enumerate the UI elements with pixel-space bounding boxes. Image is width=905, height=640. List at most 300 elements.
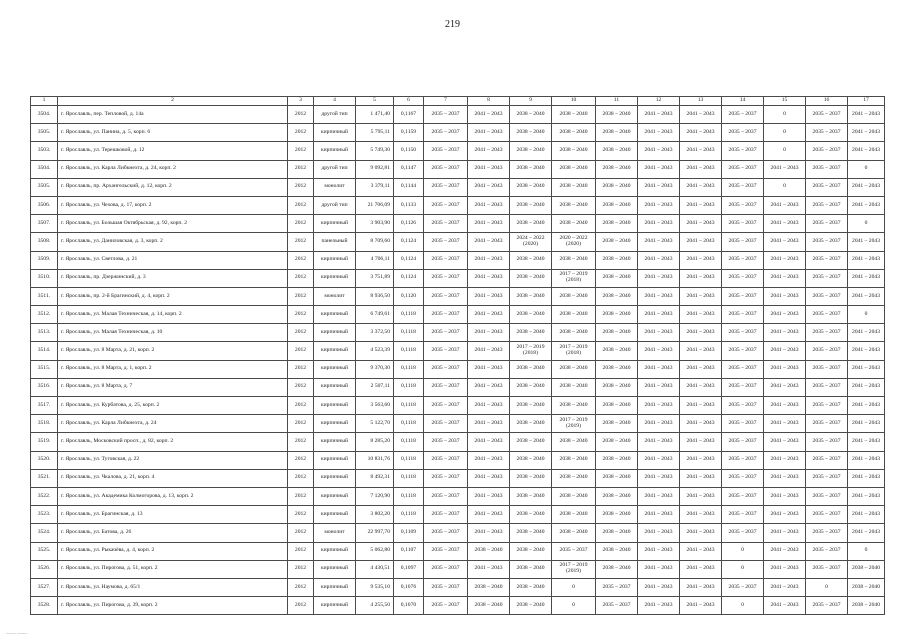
table-cell: 2038 – 2040 [552,251,596,269]
table-cell: 2012 [288,487,314,505]
table-cell: 2035 – 2037 [722,178,764,196]
table-cell: 2038 – 2040 [596,306,638,324]
table-cell: 2035 – 2037 [806,287,848,305]
table-cell: 2041 – 2043 [848,469,885,487]
table-cell: 2041 – 2043 [638,178,680,196]
column-header: 17 [848,97,885,106]
table-cell: 2035 – 2037 [806,415,848,433]
table-cell: 2038 – 2040 [510,451,552,469]
table-cell: 2038 – 2040 [510,124,552,142]
table-row [31,451,885,469]
column-header: 6 [394,97,424,106]
table-cell: 2038 – 2040 [596,324,638,342]
table-cell: 2012 [288,415,314,433]
table-cell: 2038 – 2040 [510,597,552,615]
table-cell: 2035 – 2037 [424,215,468,233]
table-cell: 2041 – 2043 [764,324,806,342]
table-cell: 0 [848,160,885,178]
table-cell: 2012 [288,360,314,378]
table-cell: 2041 – 2043 [468,160,510,178]
table-cell: 2041 – 2043 [680,160,722,178]
table-cell: 2035 – 2037 [424,360,468,378]
table-cell: 2035 – 2037 [424,433,468,451]
table-cell: 0 [552,597,596,615]
table-cell: 2041 – 2043 [764,469,806,487]
table-cell: 2038 – 2040 [510,324,552,342]
table-header-row [31,97,885,106]
table-cell: 2024 – 2022 (2020) [510,233,552,251]
address-cell: г. Ярославль, ул. Чкалова, д. 21, корп. 4 [58,469,288,487]
table-cell: 3 751,89 [356,269,394,287]
table-cell: кирпичный [314,324,356,342]
table-cell: 2041 – 2043 [680,487,722,505]
table-cell: 2038 – 2040 [510,578,552,596]
table-row [31,487,885,505]
table-cell: 2041 – 2043 [680,433,722,451]
table-cell: 2035 – 2037 [424,324,468,342]
table-cell: 2035 – 2037 [806,251,848,269]
table-cell: кирпичный [314,506,356,524]
table-cell: 6 749,61 [356,306,394,324]
table-cell: 2035 – 2037 [722,160,764,178]
table-cell: 0,1150 [394,142,424,160]
row-number-cell: 3527. [31,578,58,596]
table-cell: 2041 – 2043 [764,487,806,505]
row-number-cell: 3506. [31,196,58,214]
table-cell: 2035 – 2037 [722,196,764,214]
table-row [31,124,885,142]
table-cell: 2041 – 2043 [764,415,806,433]
table-cell: 2038 – 2040 [596,178,638,196]
column-header: 13 [680,97,722,106]
table-cell: 2038 – 2040 [552,378,596,396]
table-cell: 2041 – 2043 [680,542,722,560]
row-number-cell: 3519. [31,433,58,451]
table-cell: 0,1159 [394,124,424,142]
table-cell: 0 [848,542,885,560]
table-cell: 2041 – 2043 [638,560,680,578]
table-cell: 2041 – 2043 [638,506,680,524]
table-cell: 2012 [288,196,314,214]
table-cell: 2041 – 2043 [680,360,722,378]
table-cell: 2012 [288,215,314,233]
table-cell: 2038 – 2040 [596,524,638,542]
table-cell: 2038 – 2040 [848,578,885,596]
table-cell: 2041 – 2043 [848,178,885,196]
table-cell: 9 092,81 [356,160,394,178]
table-cell: 2038 – 2040 [510,269,552,287]
table-cell: 2041 – 2043 [680,560,722,578]
table-cell: 2038 – 2040 [596,469,638,487]
table-cell: 2041 – 2043 [468,233,510,251]
table-row [31,106,885,124]
address-cell: г. Ярославль, пр. Дзержинский, д. 3 [58,269,288,287]
table-cell: кирпичный [314,142,356,160]
address-cell: г. Ярославль, ул. Малая Техническая, д. 10 [58,324,288,342]
table-cell: 2041 – 2043 [848,342,885,360]
table-cell: другой тип [314,160,356,178]
table-cell: 2041 – 2043 [680,415,722,433]
table-cell: 2035 – 2037 [552,542,596,560]
address-cell: г. Ярославль, пр. 2-й Брагинский, д. 4, корп. 2 [58,287,288,305]
table-cell: 2038 – 2040 [552,306,596,324]
table-cell: 2017 – 2019 (2018) [552,342,596,360]
table-cell: 8 709,60 [356,233,394,251]
address-cell: г. Ярославль, ул. 8 Марта, д. 1, корп. 2 [58,360,288,378]
table-row [31,360,885,378]
table-cell: 0,1118 [394,324,424,342]
table-cell: 0 [764,178,806,196]
row-number-cell: 3523. [31,506,58,524]
table-cell: 2038 – 2040 [552,178,596,196]
table-cell: 2041 – 2043 [638,415,680,433]
table-cell: 2038 – 2040 [596,451,638,469]
table-cell: 2041 – 2043 [680,233,722,251]
table-cell: 2035 – 2037 [722,487,764,505]
table-cell: 2012 [288,306,314,324]
address-cell: г. Ярославль, ул. Брагинская, д. 13 [58,506,288,524]
table-cell: 0 [552,578,596,596]
table-cell: 2041 – 2043 [848,397,885,415]
table-cell: 0,1076 [394,578,424,596]
table-cell: 0,1109 [394,524,424,542]
table-cell: 2038 – 2040 [510,178,552,196]
table-cell: монолит [314,178,356,196]
table-cell: 2035 – 2037 [806,469,848,487]
table-cell: 2041 – 2043 [638,142,680,160]
table-cell: 2041 – 2043 [468,196,510,214]
table-cell: 2041 – 2043 [468,178,510,196]
table-cell: 2035 – 2037 [424,178,468,196]
table-row [31,469,885,487]
table-cell: 2041 – 2043 [848,142,885,160]
table-cell: 2041 – 2043 [638,269,680,287]
table-cell: 2041 – 2043 [848,269,885,287]
column-header: 11 [596,97,638,106]
table-cell: 2038 – 2040 [552,487,596,505]
table-cell: 0,1118 [394,451,424,469]
table-cell: 0,1167 [394,106,424,124]
table-cell: кирпичный [314,487,356,505]
table-cell: 3 379,11 [356,178,394,196]
table-cell: 2035 – 2037 [722,251,764,269]
table-cell: 2035 – 2037 [722,215,764,233]
table-cell: 2035 – 2037 [424,451,468,469]
table-cell: 2041 – 2043 [468,215,510,233]
data-table-wrapper [30,96,884,615]
table-cell: 2035 – 2037 [806,433,848,451]
table-cell: 2038 – 2040 [596,287,638,305]
table-cell: 2035 – 2037 [806,233,848,251]
table-cell: 2038 – 2040 [552,451,596,469]
table-cell: 2012 [288,469,314,487]
table-row [31,287,885,305]
table-cell: 2038 – 2040 [510,542,552,560]
table-cell: 2041 – 2043 [848,487,885,505]
table-cell: 2035 – 2037 [806,560,848,578]
table-cell: 1 471,40 [356,106,394,124]
table-row [31,306,885,324]
table-cell: 2038 – 2040 [510,378,552,396]
table-cell: 2041 – 2043 [848,433,885,451]
footer-mark: —— —— [6,632,28,637]
table-row [31,142,885,160]
table-cell: 0,1070 [394,597,424,615]
table-cell: 2041 – 2043 [468,142,510,160]
table-cell: 8 285,20 [356,433,394,451]
table-cell: 2041 – 2043 [638,487,680,505]
table-cell: 2035 – 2037 [722,415,764,433]
table-cell: 2035 – 2037 [424,196,468,214]
row-number-cell: 3522. [31,487,58,505]
table-row [31,324,885,342]
table-cell: 4 706,11 [356,251,394,269]
table-cell: 2041 – 2043 [680,578,722,596]
table-cell: 2035 – 2037 [424,342,468,360]
address-cell: г. Ярославль, ул. Чехова, д. 17, корп. 2 [58,196,288,214]
table-cell: 2012 [288,578,314,596]
table-cell: 2041 – 2043 [848,451,885,469]
table-cell: 2012 [288,106,314,124]
table-cell: 2041 – 2043 [468,487,510,505]
table-cell: другой тип [314,106,356,124]
table-row [31,524,885,542]
table-cell: 2038 – 2040 [596,433,638,451]
column-header: 5 [356,97,394,106]
table-cell: 0,1124 [394,251,424,269]
table-cell: 3 372,50 [356,324,394,342]
table-cell: 2041 – 2043 [848,378,885,396]
table-cell: 2038 – 2040 [552,433,596,451]
table-cell: 4 255,50 [356,597,394,615]
table-cell: 0,1118 [394,342,424,360]
row-number-cell: 3517. [31,397,58,415]
address-cell: г. Ярославль, ул. Батова, д. 26 [58,524,288,542]
table-cell: 2041 – 2043 [764,160,806,178]
table-cell: 2041 – 2043 [638,324,680,342]
table-cell: 2038 – 2040 [596,160,638,178]
table-cell: 2038 – 2040 [510,160,552,178]
table-cell: 2035 – 2037 [424,378,468,396]
row-number-cell: 3505. [31,178,58,196]
table-cell: 2012 [288,542,314,560]
table-cell: 2038 – 2040 [510,433,552,451]
address-cell: г. Ярославль, ул. Светлова, д. 21 [58,251,288,269]
table-cell: 0 [764,142,806,160]
table-cell: 2038 – 2040 [596,215,638,233]
table-cell: 2 507,11 [356,378,394,396]
table-cell: 2038 – 2040 [552,215,596,233]
column-header: 4 [314,97,356,106]
table-cell: 2035 – 2037 [806,160,848,178]
address-cell: г. Ярославль, ул. 8 Марта, д. 21, корп. 2 [58,342,288,360]
table-cell: 2038 – 2040 [596,269,638,287]
column-header: 14 [722,97,764,106]
row-number-cell: 3504. [31,106,58,124]
address-cell: г. Ярославль, ул. Академика Колмогорова, д. 13, корп. 2 [58,487,288,505]
table-cell: 2041 – 2043 [638,342,680,360]
table-cell: 2041 – 2043 [680,378,722,396]
table-cell: 2041 – 2043 [680,178,722,196]
table-cell: 2012 [288,124,314,142]
table-cell: 0,1118 [394,360,424,378]
table-cell: панельный [314,233,356,251]
table-cell: 2041 – 2043 [468,433,510,451]
table-cell: 9 370,30 [356,360,394,378]
table-cell: 2041 – 2043 [680,124,722,142]
table-cell: 2035 – 2037 [806,324,848,342]
address-cell: г. Ярославль, ул. Терешковой, д. 12 [58,142,288,160]
table-cell: 0,1147 [394,160,424,178]
column-header: 2 [58,97,288,106]
table-cell: кирпичный [314,451,356,469]
table-cell: 2038 – 2040 [510,415,552,433]
table-cell: 2038 – 2040 [510,306,552,324]
table-cell: 2041 – 2043 [680,342,722,360]
table-cell: 2038 – 2040 [596,342,638,360]
table-cell: 0 [764,124,806,142]
table-cell: 2041 – 2043 [638,251,680,269]
table-cell: 2041 – 2043 [764,506,806,524]
table-cell: 2035 – 2037 [596,578,638,596]
table-cell: 2041 – 2043 [468,506,510,524]
table-cell: 0,1118 [394,397,424,415]
table-cell: 2038 – 2040 [596,506,638,524]
table-cell: 2038 – 2040 [468,578,510,596]
address-cell: г. Ярославль, ул. Курбатова, д. 25, корп. 2 [58,397,288,415]
address-cell: г. Ярославль, ул. Малая Техническая, д. 14, корп. 2 [58,306,288,324]
table-cell: 2038 – 2040 [510,397,552,415]
column-header: 8 [468,97,510,106]
table-cell: монолит [314,524,356,542]
row-number-cell: 3521. [31,469,58,487]
table-row [31,506,885,524]
row-number-cell: 3511. [31,287,58,305]
column-header: 9 [510,97,552,106]
table-cell: 2038 – 2040 [552,360,596,378]
table-cell: 2038 – 2040 [552,106,596,124]
address-cell: г. Ярославль, ул. Большая Октябрьская, д. 92, корп. 2 [58,215,288,233]
row-number-cell: 3508. [31,233,58,251]
table-cell: 0,1118 [394,469,424,487]
table-cell: 2038 – 2040 [552,506,596,524]
table-cell: 0 [764,106,806,124]
table-cell: 2038 – 2040 [552,524,596,542]
table-cell: 2041 – 2043 [848,324,885,342]
table-cell: 2017 – 2019 (2019) [552,415,596,433]
table-cell: 2012 [288,269,314,287]
table-cell: 2041 – 2043 [468,106,510,124]
table-cell: 2038 – 2040 [552,469,596,487]
table-cell: 2035 – 2037 [424,306,468,324]
table-cell: 2041 – 2043 [764,560,806,578]
table-cell: 2035 – 2037 [722,124,764,142]
table-cell: 2035 – 2037 [722,269,764,287]
table-cell: 2041 – 2043 [638,196,680,214]
table-cell: 2041 – 2043 [468,342,510,360]
table-cell: 2041 – 2043 [848,287,885,305]
table-cell: 2038 – 2040 [468,542,510,560]
table-cell: 2035 – 2037 [722,360,764,378]
table-cell: 2041 – 2043 [764,451,806,469]
table-cell: 2041 – 2043 [468,451,510,469]
table-cell: 2038 – 2040 [510,487,552,505]
page-number: 219 [445,19,460,30]
column-header: 16 [806,97,848,106]
row-number-cell: 3528. [31,597,58,615]
table-cell: 2038 – 2040 [510,506,552,524]
table-row [31,597,885,615]
table-cell: 2041 – 2043 [764,524,806,542]
table-row [31,233,885,251]
table-cell: 2041 – 2043 [638,451,680,469]
column-header: 1 [31,97,58,106]
address-cell: г. Ярославль, ул. Карла Либкнехта, д. 24 [58,415,288,433]
table-cell: 2035 – 2037 [806,360,848,378]
table-cell: 2035 – 2037 [806,542,848,560]
table-cell: 21 706,09 [356,196,394,214]
table-cell: 2038 – 2040 [596,560,638,578]
table-cell: 2041 – 2043 [680,142,722,160]
table-cell: 2038 – 2040 [596,542,638,560]
table-cell: 2041 – 2043 [468,397,510,415]
table-cell: 2041 – 2043 [764,397,806,415]
address-cell: г. Ярославль, ул. Карла Либкнехта, д. 24, корп. 2 [58,160,288,178]
table-cell: 2041 – 2043 [638,233,680,251]
table-cell: 2012 [288,397,314,415]
table-cell: 2035 – 2037 [424,597,468,615]
table-cell: 0,1118 [394,506,424,524]
table-cell: 2035 – 2037 [424,287,468,305]
table-cell: 5 122,70 [356,415,394,433]
table-cell: 2035 – 2037 [806,487,848,505]
row-number-cell: 3526. [31,560,58,578]
table-cell: 2041 – 2043 [764,433,806,451]
table-body [31,106,885,615]
table-cell: 2041 – 2043 [680,287,722,305]
table-cell: 2035 – 2037 [722,506,764,524]
table-cell: 2035 – 2037 [806,524,848,542]
table-cell: 2041 – 2043 [764,215,806,233]
row-number-cell: 3505. [31,124,58,142]
table-cell: 2041 – 2043 [638,397,680,415]
table-cell: 2041 – 2043 [764,378,806,396]
table-cell: 2012 [288,506,314,524]
table-cell: 2038 – 2040 [552,324,596,342]
table-cell: 3 563,60 [356,397,394,415]
table-cell: 2038 – 2040 [510,215,552,233]
table-cell: 2041 – 2043 [764,233,806,251]
table-row [31,378,885,396]
address-cell: г. Ярославль, ул. Даниловская, д. 3, корп. 2 [58,233,288,251]
row-number-cell: 3503. [31,142,58,160]
table-cell: 2041 – 2043 [638,597,680,615]
table-cell: 0,1124 [394,233,424,251]
table-cell: 0,1133 [394,196,424,214]
table-row [31,397,885,415]
table-cell: 2041 – 2043 [680,106,722,124]
table-cell: 2038 – 2040 [596,251,638,269]
table-cell: 2017 – 2019 (2018) [510,342,552,360]
table-cell: 0,1120 [394,287,424,305]
table-row [31,178,885,196]
row-number-cell: 3515. [31,360,58,378]
column-header: 10 [552,97,596,106]
table-cell: 2038 – 2040 [596,142,638,160]
table-cell: 2035 – 2037 [722,397,764,415]
table-cell: 2038 – 2040 [552,160,596,178]
table-cell: 2038 – 2040 [510,106,552,124]
